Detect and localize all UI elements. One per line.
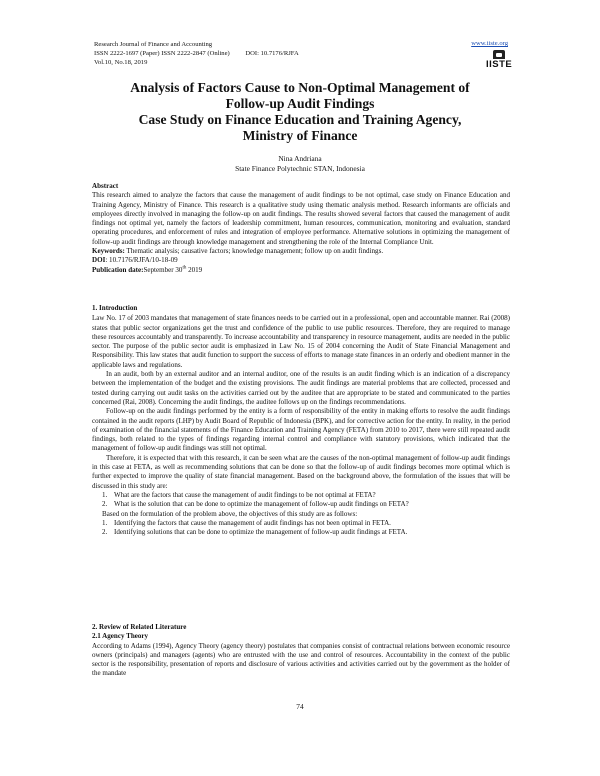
introduction-section — [92, 304, 510, 537]
volume-info: Vol.10, No.18, 2019 — [94, 59, 148, 66]
list-item-text: What are the factors that cause the management of audit findings to be not optimal at FETA? — [114, 490, 376, 499]
list-number: 2. — [102, 528, 108, 537]
doi-label: DOI — [92, 256, 106, 265]
issn: ISSN 2222-1697 (Paper) ISSN 2222-2847 (Online) — [94, 50, 230, 57]
author-affiliation: State Finance Polytechnic STAN, Indonesia — [235, 164, 365, 173]
list-item — [92, 500, 510, 509]
section-heading: 1. Introduction — [92, 304, 138, 312]
subsection-heading: 2.1 Agency Theory — [92, 632, 149, 641]
pubdate-value: September 30 — [143, 265, 183, 274]
page-number: 74 — [296, 702, 304, 711]
keywords-line — [92, 247, 510, 256]
title-line: Ministry of Finance — [242, 128, 358, 143]
abstract-section — [92, 182, 510, 275]
journal-url-link[interactable]: www.iiste.org — [471, 40, 508, 47]
paragraph: In an audit, both by an external auditor and an internal auditor, one of the results is an audit finding which is an indication of a discrepancy between the implementation of the budget and the existing provisions. The audit findings are material problems that are collected, processed and tested during carrying out audit tasks on the activities carried out by the auditee that are appropriate to be stated and communicated to the parties concerned (Rai, 2008). Concerning the audit findings, the auditee follows up on the findings recommendations. — [92, 370, 510, 406]
literature-review-section — [92, 623, 510, 679]
list-number: 2. — [102, 500, 108, 509]
objectives-list — [92, 519, 510, 538]
keywords-label: Keywords: — [92, 247, 125, 256]
title-line: Follow-up Audit Findings — [225, 96, 375, 111]
publication-date-line — [92, 266, 510, 275]
keywords-text: Thematic analysis; causative factors; knowledge management; follow up on audit findings. — [124, 247, 384, 256]
research-questions-list — [92, 491, 510, 510]
author-block — [80, 154, 520, 174]
list-item — [92, 519, 510, 528]
pubdate-suffix: th — [182, 265, 187, 271]
objectives-intro: Based on the formulation of the problem above, the objectives of this study are as follows: — [102, 509, 358, 518]
logo-text: IISTE — [486, 59, 513, 70]
list-item-text: What is the solution that can be done to optimize the management of follow-up audit findings on FETA? — [114, 500, 409, 509]
paper-title — [80, 80, 520, 144]
doi-line — [92, 256, 510, 265]
logo-mark-icon — [493, 50, 505, 59]
paragraph: Follow-up on the audit findings performed by the entity is a form of responsibility of the entity in making efforts to resolve the audit findings contained in the audit reports (LHP) by Audit Board of Republic of Indonesia (BPK), and for corrective action for the entity. In reality, in the period of examination of the financial statements of the Finance Education and Training Agency (FETA) from 2010 to 2017, there were still repeated audit findings, both related to the types of findings regarding internal control and compliance with statutory provisions, which indicated that the management of follow-up audit findings was still not optimal. — [92, 407, 510, 453]
section-heading: 2. Review of Related Literature — [92, 623, 187, 631]
list-number: 1. — [102, 490, 108, 499]
list-item — [92, 528, 510, 537]
list-item-text: Identifying solutions that can be done to optimize the management of follow-up audit findings at FETA. — [114, 528, 408, 537]
journal-name: Research Journal of Finance and Accounting — [94, 41, 213, 48]
title-line: Case Study on Finance Education and Training Agency, — [138, 112, 462, 127]
paragraph: Law No. 17 of 2003 mandates that management of state finances needs to be carried out in a professional, open and accountable manner. Rai (2008) states that public sector organizations get the trust and confidence of the public to use public resources. Therefore, they are required to manage these resources accountably and transparently. To increase accountability and transparency in resource management, audits are needed in the public sector. The purpose of the public sector audit is emphasized in Law No. 15 of 2004 concerning the Audit of State Financial Management and Responsibility. This law states that audit function to support the success of efforts to manage state finances in an orderly and obedient manner in the applicable laws and regulations. — [92, 314, 510, 369]
paragraph: Therefore, it is expected that with this research, it can be seen what are the causes of the non-optimal management of follow-up audit findings in this case at FETA, as well as recommending solutions that can be done so that the follow-up of audit findings becomes more optimal which is further expected to improve the quality of state financial management. Based on the background above, the formulation of the issues that will be discussed in this study are: — [92, 453, 510, 490]
pubdate-year: 2019 — [186, 265, 203, 274]
running-header — [94, 40, 299, 67]
abstract-text: This research aimed to analyze the factors that cause the management of audit findings to be not optimal, case study on Finance Education and Training Agency, Ministry of Finance. This research is a qualitative study using thematic analysis method. Research informants are officials and employees directly involved in managing the follow-up on audit findings. The results showed several factors that caused the management of audit findings not optimal yet, namely the factors of leadership commitment, human resources, communication, monitoring and evaluation, standard operating procedures, and enforcement of rules and integration of employee performance. Alternative solutions in optimizing the management of follow-up audit findings are through knowledge management and strengthening the role of the Internal Compliance Unit. — [92, 191, 510, 246]
issn-line — [94, 49, 299, 58]
journal-doi: DOI: 10.7176/RJFA — [245, 50, 299, 57]
list-item — [92, 491, 510, 500]
abstract-heading: Abstract — [92, 182, 119, 190]
list-number: 1. — [102, 518, 108, 527]
list-item-text: Identifying the factors that cause the management of audit findings has not been optimal in FETA. — [114, 518, 391, 527]
article-doi: : 10.7176/RJFA/10-18-09 — [105, 256, 178, 265]
pubdate-label: Publication date: — [92, 265, 144, 274]
paragraph: According to Adams (1994), Agency Theory (agency theory) postulates that companies consist of contractual relations between economic resource owners (principals) and managers (agents) who are entrusted with the use and control of resources. Accountability in the context of the public sector is the responsibility, presentation of reports and disclosure of various activities and activities carried out by the government as the holder of the mandate — [92, 641, 510, 678]
iiste-logo — [486, 50, 512, 72]
title-line: Analysis of Factors Cause to Non-Optimal Management of — [130, 80, 470, 95]
author-name: Nina Andriana — [278, 154, 322, 163]
